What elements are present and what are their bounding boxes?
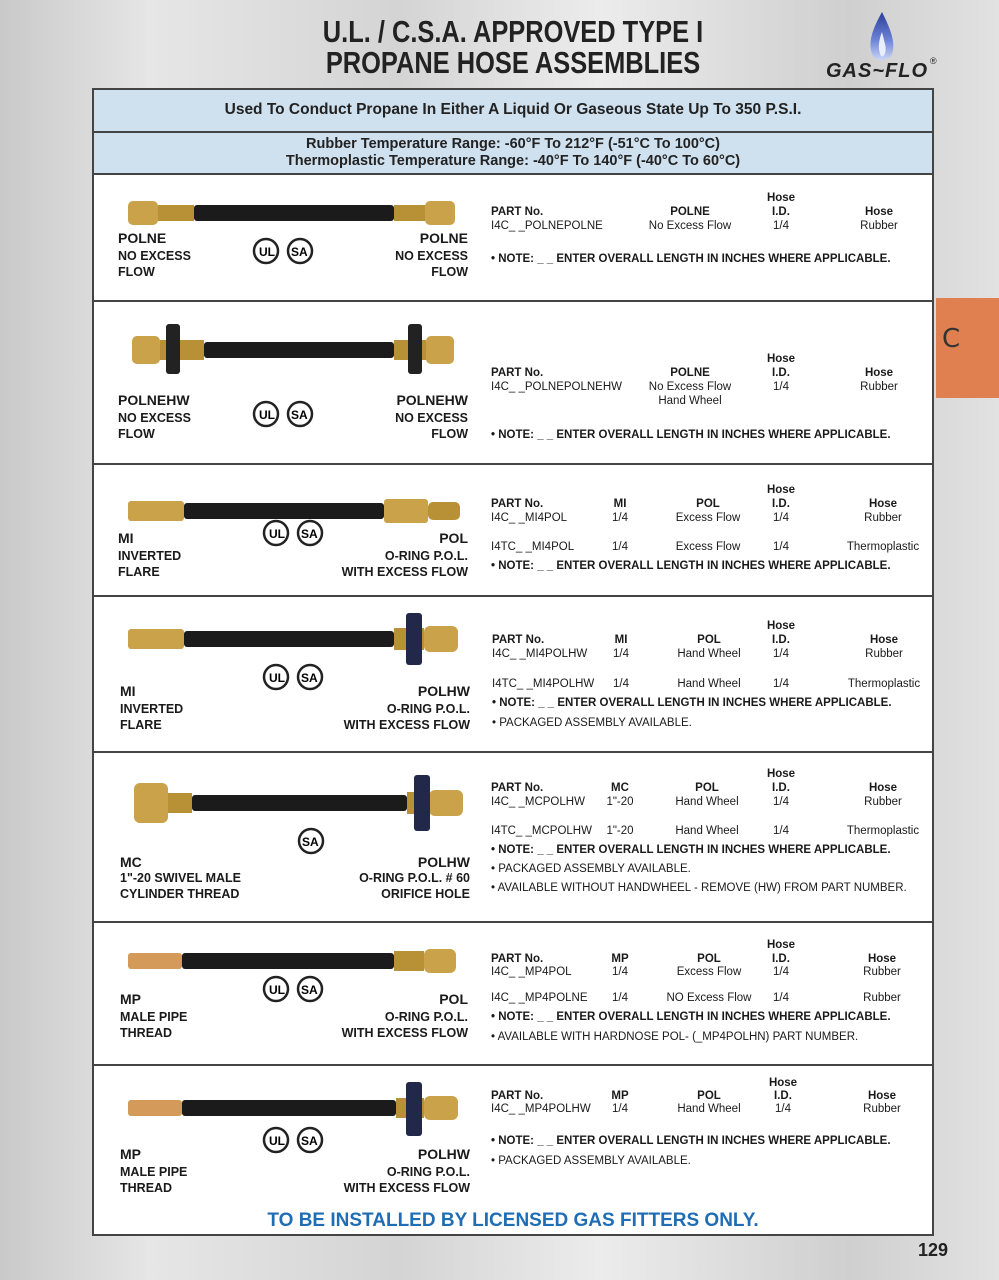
- left-fitting-desc: 1"-20 SWIVEL MALE CYLINDER THREAD: [120, 871, 241, 901]
- col2-value: Excess Flow: [675, 512, 741, 524]
- svg-text:UL: UL: [269, 527, 285, 541]
- col2-head: POL: [697, 1090, 721, 1102]
- hose-value: Thermoplastic: [847, 678, 921, 690]
- product-section-polne: [94, 175, 932, 302]
- product-section-mi4pol: [94, 465, 932, 597]
- id-value: 1/4: [773, 966, 789, 978]
- left-fitting-title: MP: [120, 1146, 141, 1162]
- id-value: 1/4: [773, 541, 789, 553]
- hose-assembly-image: [124, 193, 459, 233]
- hose-value: Rubber: [863, 966, 901, 978]
- right-fitting-title: POLNE: [419, 230, 468, 246]
- csa-cert-icon: [296, 825, 328, 859]
- col1-value: 1"-20: [606, 825, 634, 837]
- id-value: 1/4: [773, 678, 789, 690]
- left-fitting-desc: INVERTED FLARE: [120, 702, 184, 732]
- part-number: I4C_ _MCPOLHW: [491, 796, 585, 808]
- ul-csa-cert-icon: [262, 973, 328, 1007]
- hose-top-head: Hose: [766, 768, 796, 780]
- hose-value: Rubber: [863, 1103, 901, 1115]
- col2-value: No Excess Flow Hand Wheel: [648, 381, 732, 407]
- length-note: • NOTE: _ _ ENTER OVERALL LENGTH IN INCHES WHERE APPLICABLE.: [491, 253, 891, 265]
- id-head: I.D.: [772, 953, 790, 965]
- col2-value: Hand Wheel: [677, 678, 741, 690]
- product-section-mi4polhw: [94, 597, 932, 753]
- part-head: PART No.: [491, 367, 544, 379]
- handwheel-note: • AVAILABLE WITHOUT HANDWHEEL - REMOVE (HW) FROM PART NUMBER.: [491, 882, 907, 894]
- id-value: 1/4: [773, 648, 789, 660]
- col1-value: 1/4: [613, 648, 629, 660]
- right-fitting-desc: O-RING P.O.L. WITH EXCESS FLOW: [341, 1010, 468, 1040]
- right-fitting-title: POLNEHW: [396, 392, 468, 408]
- hose-top-head: Hose: [766, 939, 796, 951]
- hose-head: Hose: [864, 206, 894, 218]
- left-fitting-desc: MALE PIPE THREAD: [120, 1165, 188, 1195]
- hose-head: Hose: [869, 634, 899, 646]
- hose-value: Rubber: [865, 648, 903, 660]
- col2-value: No Excess Flow: [648, 220, 732, 232]
- hose-value: Rubber: [860, 220, 898, 232]
- id-head: I.D.: [772, 367, 790, 379]
- col2-value: Excess Flow: [676, 966, 742, 978]
- hose-top-head: Hose: [766, 620, 796, 632]
- ul-csa-cert-icon: [262, 517, 328, 551]
- part-number: I4C_ _MP4POLHW: [491, 1103, 591, 1115]
- id-value: 1/4: [773, 512, 789, 524]
- hose-head: Hose: [864, 367, 894, 379]
- part-head: PART No.: [491, 782, 544, 794]
- svg-text:SA: SA: [301, 527, 318, 541]
- id-head: I.D.: [772, 634, 790, 646]
- right-fitting-title: POL: [439, 991, 468, 1007]
- logo-text: GAS~FLO: [826, 60, 929, 82]
- id-value: 1/4: [773, 992, 789, 1004]
- col2-value: Excess Flow: [675, 541, 741, 553]
- length-note: • NOTE: _ _ ENTER OVERALL LENGTH IN INCHES WHERE APPLICABLE.: [491, 1011, 891, 1023]
- thermo-temp: Thermoplastic Temperature Range: -40°F To 140°F (-40°C To 60°C): [285, 153, 741, 169]
- col1-head: MP: [611, 1090, 629, 1102]
- svg-text:SA: SA: [291, 408, 308, 422]
- product-section-mcpolhw: [94, 753, 932, 923]
- right-fitting-desc: O-RING P.O.L. WITH EXCESS FLOW: [343, 702, 470, 732]
- col1-value: 1/4: [612, 512, 628, 524]
- svg-text:UL: UL: [259, 245, 275, 259]
- part-number: I4C_ _POLNEPOLNE: [491, 220, 603, 232]
- right-fitting-desc: O-RING P.O.L. # 60 ORIFICE HOLE: [359, 871, 470, 901]
- section-tab[interactable]: [936, 298, 999, 398]
- part-head: PART No.: [491, 206, 544, 218]
- part-number: I4C_ _MP4POLNE: [491, 992, 588, 1004]
- id-head: I.D.: [774, 1090, 792, 1102]
- id-value: 1/4: [773, 796, 789, 808]
- title-line-1: U.L. / C.S.A. APPROVED TYPE I: [322, 14, 704, 49]
- right-fitting-desc: O-RING P.O.L. WITH EXCESS FLOW: [341, 549, 468, 579]
- col1-value: 1"-20: [606, 796, 634, 808]
- page-number: 129: [918, 1240, 949, 1260]
- part-head: PART No.: [491, 498, 544, 510]
- hose-assembly-image: [132, 775, 467, 831]
- temperature-band: [94, 133, 932, 175]
- packaged-note: • PACKAGED ASSEMBLY AVAILABLE.: [491, 1155, 691, 1167]
- id-head: I.D.: [772, 782, 790, 794]
- col2-value: Hand Wheel: [675, 796, 739, 808]
- col2-head: POLNE: [670, 367, 710, 379]
- packaged-note: • PACKAGED ASSEMBLY AVAILABLE.: [492, 717, 692, 729]
- col1-head: MI: [613, 498, 627, 510]
- part-head: PART No.: [492, 634, 545, 646]
- product-section-mp4pol: [94, 923, 932, 1066]
- hose-value: Rubber: [864, 512, 902, 524]
- right-fitting-title: POLHW: [417, 683, 470, 699]
- part-number: I4C_ _MP4POL: [491, 966, 572, 978]
- part-number: I4TC_ _MI4POLHW: [492, 678, 595, 690]
- svg-text:UL: UL: [269, 1134, 285, 1148]
- part-head: PART No.: [491, 953, 544, 965]
- col2-value: Hand Wheel: [675, 825, 739, 837]
- installer-warning: TO BE INSTALLED BY LICENSED GAS FITTERS ONLY.: [267, 1210, 759, 1231]
- svg-text:SA: SA: [301, 1134, 318, 1148]
- col1-value: 1/4: [612, 966, 628, 978]
- right-fitting-desc: O-RING P.O.L. WITH EXCESS FLOW: [343, 1165, 470, 1195]
- id-value: 1/4: [773, 381, 789, 393]
- left-fitting-desc: NO EXCESS FLOW: [118, 249, 191, 279]
- packaged-note: • PACKAGED ASSEMBLY AVAILABLE.: [491, 863, 691, 875]
- hose-head: Hose: [867, 1090, 897, 1102]
- hose-value: Rubber: [863, 992, 901, 1004]
- svg-text:SA: SA: [291, 245, 308, 259]
- hose-top-head: Hose: [766, 484, 796, 496]
- id-value: 1/4: [773, 220, 789, 232]
- length-note: • NOTE: _ _ ENTER OVERALL LENGTH IN INCHES WHERE APPLICABLE.: [491, 844, 891, 856]
- hose-value: Thermoplastic: [846, 541, 920, 553]
- left-fitting-desc: NO EXCESS FLOW: [118, 411, 191, 441]
- col2-head: POL: [697, 634, 721, 646]
- hose-top-head: Hose: [768, 1077, 798, 1089]
- hose-assembly-image: [124, 613, 464, 665]
- part-number: I4C_ _POLNEPOLNEHW: [491, 381, 623, 393]
- col1-head: MC: [611, 782, 629, 794]
- length-note: • NOTE: _ _ ENTER OVERALL LENGTH IN INCHES WHERE APPLICABLE.: [491, 560, 891, 572]
- id-value: 1/4: [775, 1103, 791, 1115]
- hose-head: Hose: [868, 782, 898, 794]
- col2-head: POL: [695, 782, 719, 794]
- ul-csa-cert-icon: [252, 398, 318, 432]
- svg-text:SA: SA: [301, 983, 318, 997]
- length-note: • NOTE: _ _ ENTER OVERALL LENGTH IN INCHES WHERE APPLICABLE.: [491, 1135, 891, 1147]
- left-fitting-desc: MALE PIPE THREAD: [120, 1010, 188, 1040]
- col1-head: MI: [614, 634, 628, 646]
- intro-band: Used To Conduct Propane In Either A Liquid Or Gaseous State Up To 350 P.S.I.: [94, 90, 932, 133]
- left-fitting-title: MC: [120, 854, 142, 870]
- col1-value: 1/4: [612, 1103, 628, 1115]
- right-fitting-title: POLHW: [417, 1146, 470, 1162]
- part-head: PART No.: [491, 1090, 544, 1102]
- col2-head: POLNE: [670, 206, 710, 218]
- right-fitting-desc: NO EXCESS FLOW: [395, 411, 468, 441]
- part-number: I4C_ _MI4POLHW: [492, 648, 588, 660]
- hose-value: Rubber: [864, 796, 902, 808]
- hose-value: Thermoplastic: [846, 825, 920, 837]
- col2-value: NO Excess Flow: [666, 992, 752, 1004]
- page-title: [92, 16, 911, 78]
- ul-csa-cert-icon: [262, 661, 328, 695]
- col2-head: POL: [696, 498, 720, 510]
- ul-csa-cert-icon: [252, 235, 318, 269]
- col2-value: Hand Wheel: [677, 648, 741, 660]
- title-line-2: PROPANE HOSE ASSEMBLIES: [325, 45, 701, 80]
- length-note: • NOTE: _ _ ENTER OVERALL LENGTH IN INCHES WHERE APPLICABLE.: [491, 429, 891, 441]
- svg-text:UL: UL: [259, 408, 275, 422]
- hose-head: Hose: [868, 498, 898, 510]
- svg-text:SA: SA: [302, 835, 319, 849]
- left-fitting-title: POLNE: [118, 230, 167, 246]
- rubber-temp: Rubber Temperature Range: -60°F To 212°F (-51°C To 100°C): [306, 136, 720, 152]
- part-number: I4C_ _MI4POL: [491, 512, 568, 524]
- logo-registered-mark: ®: [930, 56, 937, 66]
- right-fitting-title: POLHW: [417, 854, 470, 870]
- svg-text:UL: UL: [269, 671, 285, 685]
- content-frame: [92, 88, 934, 1236]
- ul-csa-cert-icon: [262, 1124, 328, 1158]
- svg-text:SA: SA: [301, 671, 318, 685]
- part-number: I4TC_ _MI4POL: [491, 541, 575, 553]
- product-section-mp4polhw: [94, 1066, 932, 1204]
- left-fitting-title: MP: [120, 991, 141, 1007]
- id-head: I.D.: [772, 498, 790, 510]
- col1-value: 1/4: [612, 541, 628, 553]
- svg-text:UL: UL: [269, 983, 285, 997]
- length-note: • NOTE: _ _ ENTER OVERALL LENGTH IN INCHES WHERE APPLICABLE.: [492, 697, 892, 709]
- col2-value: Hand Wheel: [677, 1103, 741, 1115]
- left-fitting-title: POLNEHW: [118, 392, 190, 408]
- id-value: 1/4: [773, 825, 789, 837]
- right-fitting-desc: NO EXCESS FLOW: [395, 249, 468, 279]
- hose-head: Hose: [867, 953, 897, 965]
- hose-assembly-image: [124, 322, 464, 377]
- product-section-polnehw: [94, 302, 932, 465]
- col2-head: POL: [697, 953, 721, 965]
- left-fitting-title: MI: [120, 683, 136, 699]
- part-number: I4TC_ _MCPOLHW: [491, 825, 592, 837]
- col1-value: 1/4: [612, 992, 628, 1004]
- hardnose-note: • AVAILABLE WITH HARDNOSE POL- (_MP4POLHN) PART NUMBER.: [491, 1031, 859, 1043]
- hose-value: Rubber: [860, 381, 898, 393]
- left-fitting-desc: INVERTED FLARE: [118, 549, 182, 579]
- col1-head: MP: [611, 953, 629, 965]
- section-tab-letter: C: [942, 324, 961, 354]
- id-head: I.D.: [772, 206, 790, 218]
- col1-value: 1/4: [613, 678, 629, 690]
- hose-top-head: Hose: [766, 192, 796, 204]
- hose-top-head: Hose: [766, 353, 796, 365]
- left-fitting-title: MI: [118, 530, 134, 546]
- right-fitting-title: POL: [439, 530, 468, 546]
